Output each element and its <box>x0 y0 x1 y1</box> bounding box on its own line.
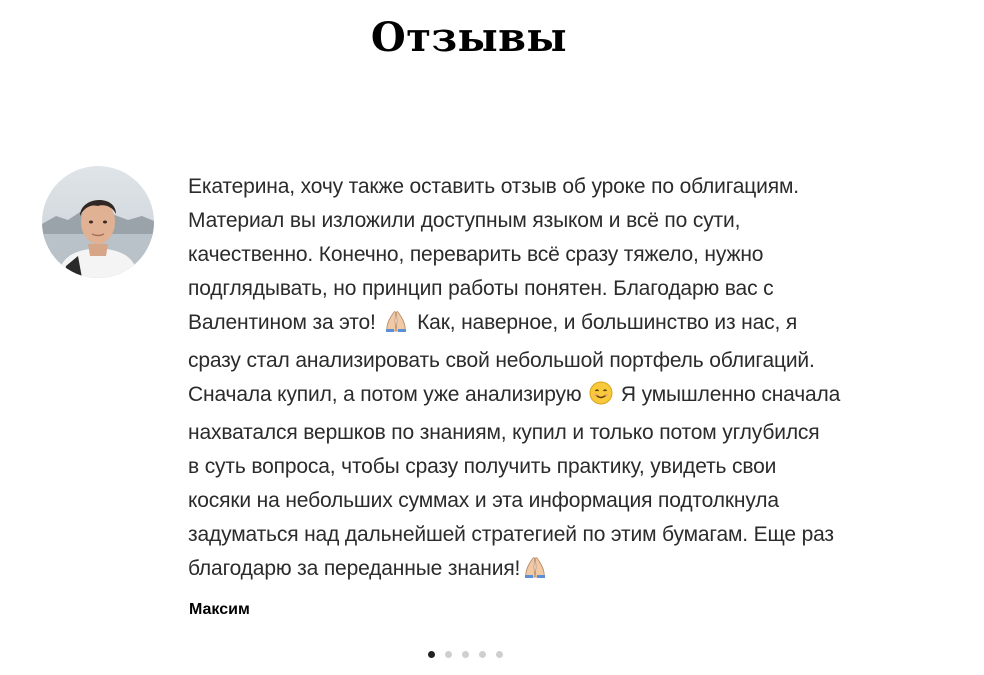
section-title: Отзывы <box>370 14 568 61</box>
avatar <box>42 166 154 278</box>
review-line: нахватался вершков по знаниям, купил и только потом углубился <box>188 421 820 444</box>
pagination-dot[interactable] <box>445 651 452 658</box>
review-line: Сначала купил, а потом уже анализирую <box>188 383 582 406</box>
review-text <box>188 170 908 590</box>
pagination-dot[interactable] <box>428 651 435 658</box>
review-line: косяки на небольших суммах и эта информация подтолкнула <box>188 489 779 512</box>
review-line: Екатерина, хочу также оставить отзыв об уроке по облигациям. <box>188 175 799 198</box>
pagination-dot[interactable] <box>462 651 469 658</box>
review-line: в суть вопроса, чтобы сразу получить практику, увидеть свои <box>188 455 777 478</box>
review-line: Как, наверное, и большинство из нас, я <box>417 311 798 334</box>
avatar-photo <box>42 166 154 278</box>
slider-pagination <box>428 651 503 661</box>
review-line: Материал вы изложили доступным языком и всё по сути, <box>188 209 741 232</box>
folded-hands-icon <box>522 555 548 590</box>
pagination-dot[interactable] <box>496 651 503 658</box>
folded-hands-icon <box>383 309 409 344</box>
review-line: Я умышленно сначала <box>620 383 841 406</box>
review-line: Валентином за это! <box>188 311 376 334</box>
review-line: задуматься над дальнейшей стратегией по этим бумагам. Еще раз <box>188 523 834 546</box>
review-line: качественно. Конечно, переварить всё сразу тяжело, нужно <box>188 243 764 266</box>
review-line: благодарю за переданные знания! <box>188 557 521 580</box>
review-author: Максим <box>189 601 250 618</box>
smiling-face-icon <box>589 381 613 416</box>
pagination-dot[interactable] <box>479 651 486 658</box>
review-line: подглядывать, но принцип работы понятен. Благодарю вас с <box>188 277 774 300</box>
review-line: сразу стал анализировать свой небольшой портфель облигаций. <box>188 349 815 372</box>
